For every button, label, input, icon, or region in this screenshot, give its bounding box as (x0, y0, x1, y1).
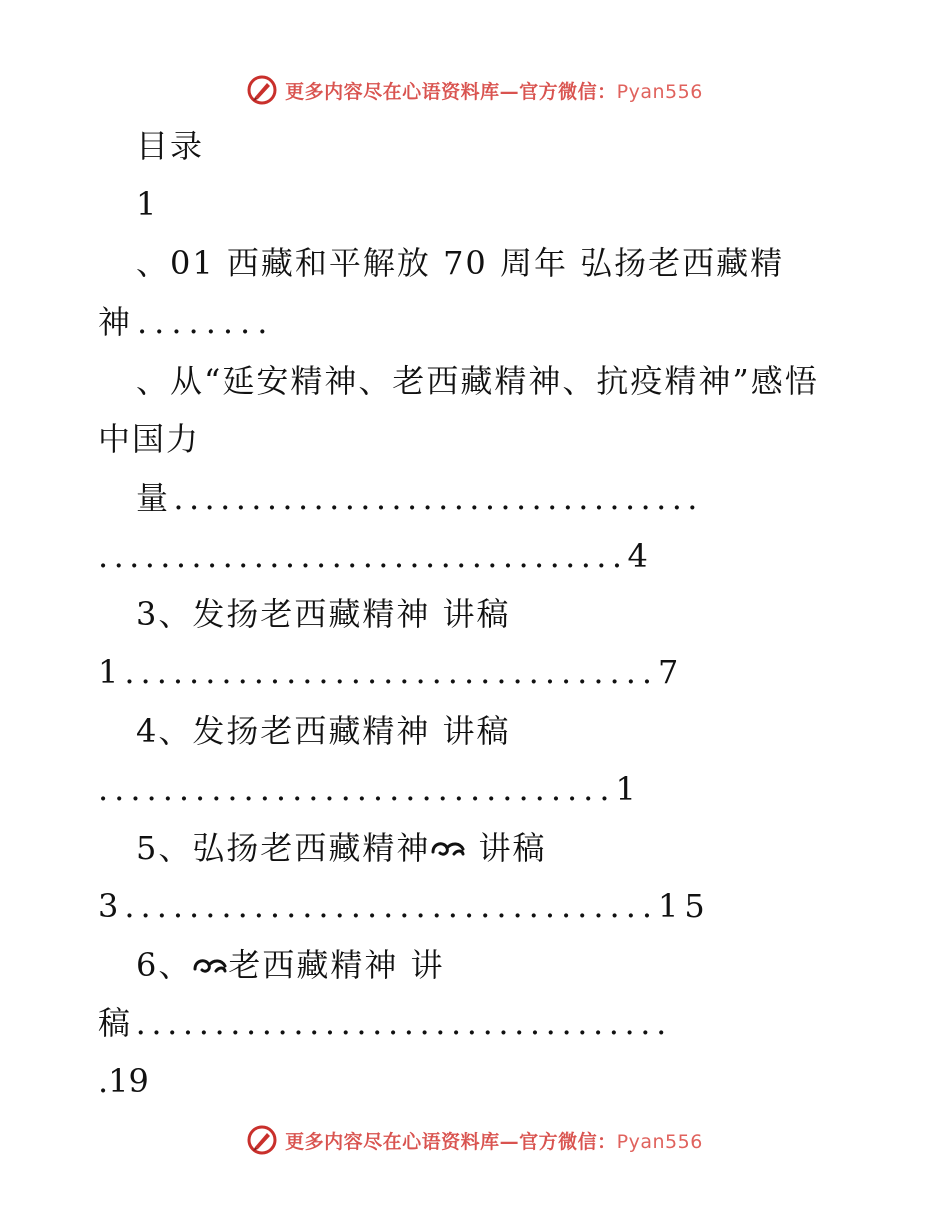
watermark-text: 更多内容尽在心语资料库—官方微信：Pyan556 (285, 80, 703, 103)
toc-line: 1.................................7 (98, 653, 685, 691)
watermark-text: 更多内容尽在心语资料库—官方微信：Pyan556 (285, 1130, 703, 1153)
toc-line: 、01 西藏和平解放 70 周年 弘扬老西藏精 (136, 244, 785, 282)
toc-line: 3、发扬老西藏精神 讲稿 (136, 595, 511, 633)
toc-line-with-glyph: 6、 老西藏精神 讲 (136, 946, 445, 984)
toc-line: 1 (136, 185, 159, 223)
toc-line: 3.................................15 (98, 887, 711, 925)
header-watermark (0, 70, 950, 110)
toc-heading: 目录 (136, 127, 205, 165)
toc-line: 量.................................. (136, 479, 703, 517)
toc-line: 、从“延安精神、老西藏精神、抗疫精神”感悟 (136, 362, 819, 400)
toc-line: 中国力 (98, 420, 201, 458)
decorative-swirl-icon (192, 953, 228, 979)
pen-logo-icon (247, 1125, 277, 1155)
footer-watermark (0, 1120, 950, 1160)
toc-line: ..................................4 (98, 537, 654, 575)
toc-line: ................................1 (98, 770, 642, 808)
pen-logo-icon (247, 75, 277, 105)
toc-line-with-glyph: 5、弘扬老西藏精神 讲稿 (136, 829, 547, 867)
toc-line: 神........ (98, 303, 275, 341)
toc-line: .19 (98, 1062, 149, 1100)
toc-line: 4、发扬老西藏精神 讲稿 (136, 712, 511, 750)
toc-line: 稿.................................. (98, 1004, 672, 1042)
decorative-swirl-icon (430, 836, 466, 862)
